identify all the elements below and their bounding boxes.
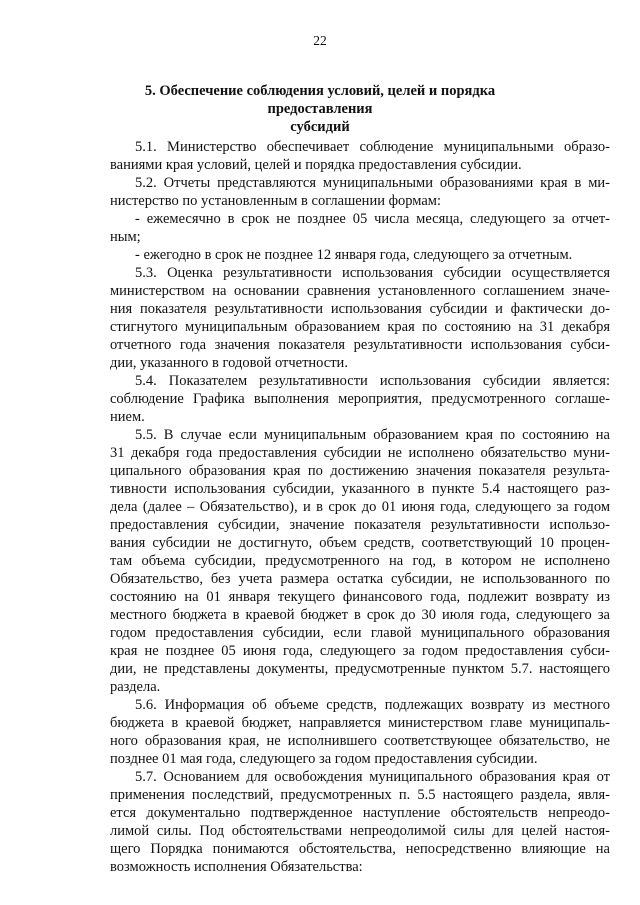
text-line: 5.5. В случае если муниципальным образованием края по состоянию на — [135, 427, 610, 443]
text-line: позднее 01 мая года, следующего за годом предоставления субсидии. — [110, 751, 538, 767]
text-line: предоставления субсидии, значение показателя результативности использо- — [110, 517, 610, 533]
text-line: там объема субсидии, предусмотренного на год, в котором не исполнено — [110, 553, 610, 569]
text-line: 5.2. Отчеты представляются муниципальными образованиями края в ми- — [135, 175, 610, 191]
text-line: отчетного года значения показателя результативности использования субси- — [110, 337, 610, 353]
text-line: тивности использования субсидии, указанного в пункте 5.4 настоящего раз- — [110, 481, 610, 497]
text-line: Обязательство, без учета размера остатка субсидии, не использованного по — [110, 571, 610, 587]
text-line: лимой силы. Под обстоятельствами непреодолимой силы для целей настоя- — [110, 823, 610, 839]
text-line: 5.3. Оценка результативности использования субсидии осуществляется — [135, 265, 610, 281]
text-line: дии, указанного в годовой отчетности. — [110, 355, 348, 371]
text-line: нистерство по установленным в соглашении формам: — [110, 193, 441, 209]
text-line: нием. — [110, 409, 145, 425]
text-line: ного образования края, не исполнившего соответствующее обязательство, не — [110, 733, 610, 749]
text-line: ципального образования края по достижению значения показателя результа- — [110, 463, 610, 479]
section-title — [100, 82, 540, 136]
text-line: годом предоставления субсидии, если главой муниципального образования — [110, 625, 610, 641]
text-line: 31 декабря года предоставления субсидии не исполнено обязательство муни- — [110, 445, 610, 461]
text-line: 5.7. Основанием для освобождения муниципального образования края от — [135, 769, 610, 785]
text-line: - ежемесячно в срок не позднее 05 числа месяца, следующего за отчет- — [135, 211, 610, 227]
text-line: местного бюджета в краевой бюджет в срок до 30 июля года, следующего за — [110, 607, 610, 623]
text-line: применения последствий, предусмотренных п. 5.5 настоящего раздела, явля- — [110, 787, 610, 803]
text-line: возможность исполнения Обязательства: — [110, 859, 363, 875]
text-line: 5.4. Показателем результативности использования субсидии является: — [135, 373, 610, 389]
text-line: бюджета в краевой бюджет, направляется министерством главе муниципаль- — [110, 715, 610, 731]
text-line: стигнутого муниципальным образованием края по состоянию на 31 декабря — [110, 319, 610, 335]
text-line: ния показателя результативности использования субсидии и фактически до- — [110, 301, 610, 317]
body-text — [110, 138, 610, 876]
text-line: - ежегодно в срок не позднее 12 января года, следующего за отчетным. — [135, 247, 573, 263]
text-line: ным; — [110, 229, 141, 245]
text-line: щего Порядка понимаются обстоятельства, непосредственно влияющие на — [110, 841, 610, 857]
text-line: 5.1. Министерство обеспечивает соблюдение муниципальными образо- — [135, 139, 610, 155]
text-line: вания субсидии не достигнуто, объем средств, соответствующий 10 процен- — [110, 535, 610, 551]
text-line: дии, не представлены документы, предусмотренные пунктом 5.7. настоящего — [110, 661, 610, 677]
text-line: раздела. — [110, 679, 161, 695]
section-title-line: 5. Обеспечение соблюдения условий, целей и порядка предоставления — [144, 83, 496, 117]
text-line: соблюдение Графика выполнения мероприятия, предусмотренного соглаше- — [110, 391, 610, 407]
text-line: дела (далее – Обязательство), и в срок до 01 июня года, следующего за годом — [110, 499, 610, 515]
text-line: 5.6. Информация об объеме средств, подлежащих возврату из местного — [135, 697, 610, 713]
text-line: ется документально подтвержденное наступление обстоятельств непреодо- — [110, 805, 610, 821]
text-line: министерством на основании сравнения установленного соглашением значе- — [110, 283, 610, 299]
section-title-line: субсидий — [290, 119, 350, 135]
text-line: ваниями края условий, целей и порядка предоставления субсидии. — [110, 157, 522, 173]
page-number: 22 — [313, 33, 327, 48]
text-line: края не позднее 05 июня года, следующего за годом предоставления субси- — [110, 643, 610, 659]
text-line: состоянию на 01 января текущего финансового года, подлежит возврату из — [110, 589, 610, 605]
